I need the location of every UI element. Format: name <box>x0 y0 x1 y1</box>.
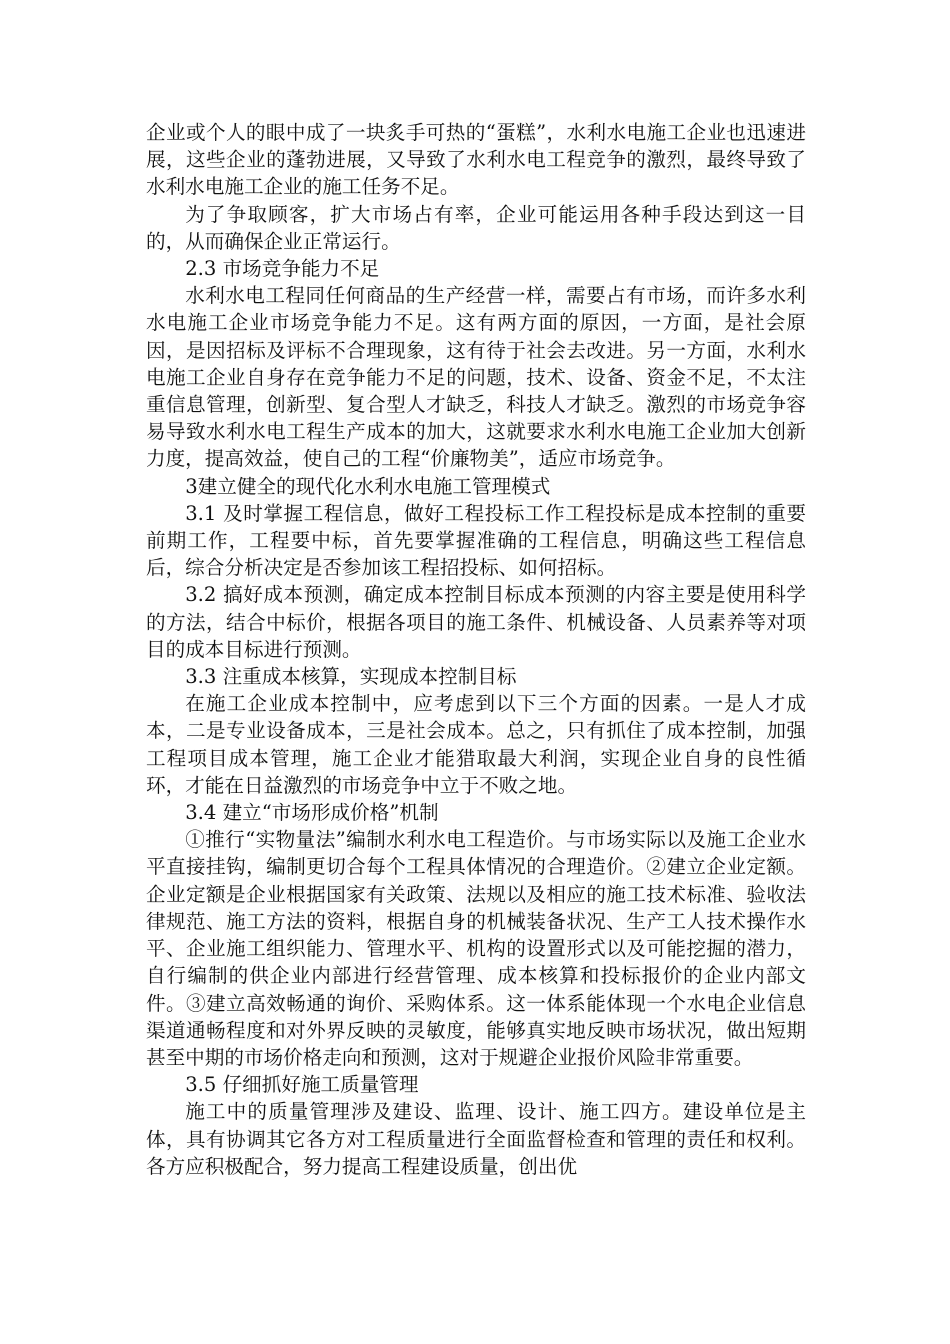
section-heading-3-4: 3.4 建立“市场形成价格”机制 <box>185 801 439 825</box>
paragraph-continuation: 企业或个人的眼中成了一块炙手可热的“蛋糕”，水利水电施工企业也迅速进展，这些企业的蓬勃进展，又导致了水利水电工程竞争的激烈，最终导致了水利水电施工企业的施工任务不足。 <box>146 121 806 199</box>
section-heading-3-5: 3.5 仔细抓好施工质量管理 <box>185 1073 419 1097</box>
paragraph-body: 施工中的质量管理涉及建设、监理、设计、施工四方。建设单位是主体，具有协调其它各方对工程质量进行全面监督检查和管理的责任和权利。各方应积极配合，努力提高工程建设质量，创出优 <box>146 1100 806 1178</box>
section-heading-3: 3建立健全的现代化水利水电施工管理模式 <box>185 474 551 498</box>
paragraph-body: 为了争取顾客，扩大市场占有率，企业可能运用各种手段达到这一目的，从而确保企业正常运行。 <box>146 202 806 253</box>
paragraph-body-3-2: 3.2 搞好成本预测，确定成本控制目标成本预测的内容主要是使用科学的方法，结合中标价，根据各项目的施工条件、机械设备、人员素养等对项目的成本目标进行预测。 <box>146 583 806 661</box>
document-page <box>146 119 806 1180</box>
paragraph-body: 在施工企业成本控制中，应考虑到以下三个方面的因素。一是人才成本，二是专业设备成本，三是社会成本。总之，只有抓住了成本控制，加强工程项目成本管理，施工企业才能猎取最大利润，实现企业自身的良性循环，才能在日益激烈的市场竞争中立于不败之地。 <box>146 692 806 797</box>
paragraph-body-3-1: 3.1 及时掌握工程信息，做好工程投标工作工程投标是成本控制的重要前期工作，工程要中标，首先要掌握准确的工程信息，明确这些工程信息后，综合分析决定是否参加该工程招投标、如何招标。 <box>146 501 806 580</box>
section-heading-2-3: 2.3 市场竞争能力不足 <box>185 257 380 281</box>
paragraph-body: 水利水电工程同任何商品的生产经营一样，需要占有市场，而许多水利水电施工企业市场竞争能力不足。这有两方面的原因，一方面，是社会原因，是因招标及评标不合理现象，这有待于社会去改进。另一方面，水利水电施工企业自身存在竞争能力不足的问题，技术、设备、资金不足，不太注重信息管理，创新型、复合型人才缺乏，科技人才缺乏。激烈的市场竞争容易导致水利水电工程生产成本的加大，这就要求水利水电施工企业加大创新力度，提高效益，使自己的工程“价廉物美”，适应市场竞争。 <box>146 284 806 471</box>
section-heading-3-3: 3.3 注重成本核算，实现成本控制目标 <box>185 665 517 689</box>
paragraph-body: ①推行“实物量法”编制水利水电工程造价。与市场实际以及施工企业水平直接挂钩，编制更切合每个工程具体情况的合理造价。②建立企业定额。企业定额是企业根据国家有关政策、法规以及相应的施工技术标准、验收法律规范、施工方法的资料，根据自身的机械装备状况、生产工人技术操作水平、企业施工组织能力、管理水平、机构的设置形式以及可能挖掘的潜力，自行编制的供企业内部进行经营管理、成本核算和投标报价的企业内部文件。③建立高效畅通的询价、采购体系。这一体系能体现一个水电企业信息渠道通畅程度和对外界反映的灵敏度，能够真实地反映市场状况，做出短期甚至中期的市场价格走向和预测，这对于规避企业报价风险非常重要。 <box>146 828 806 1069</box>
